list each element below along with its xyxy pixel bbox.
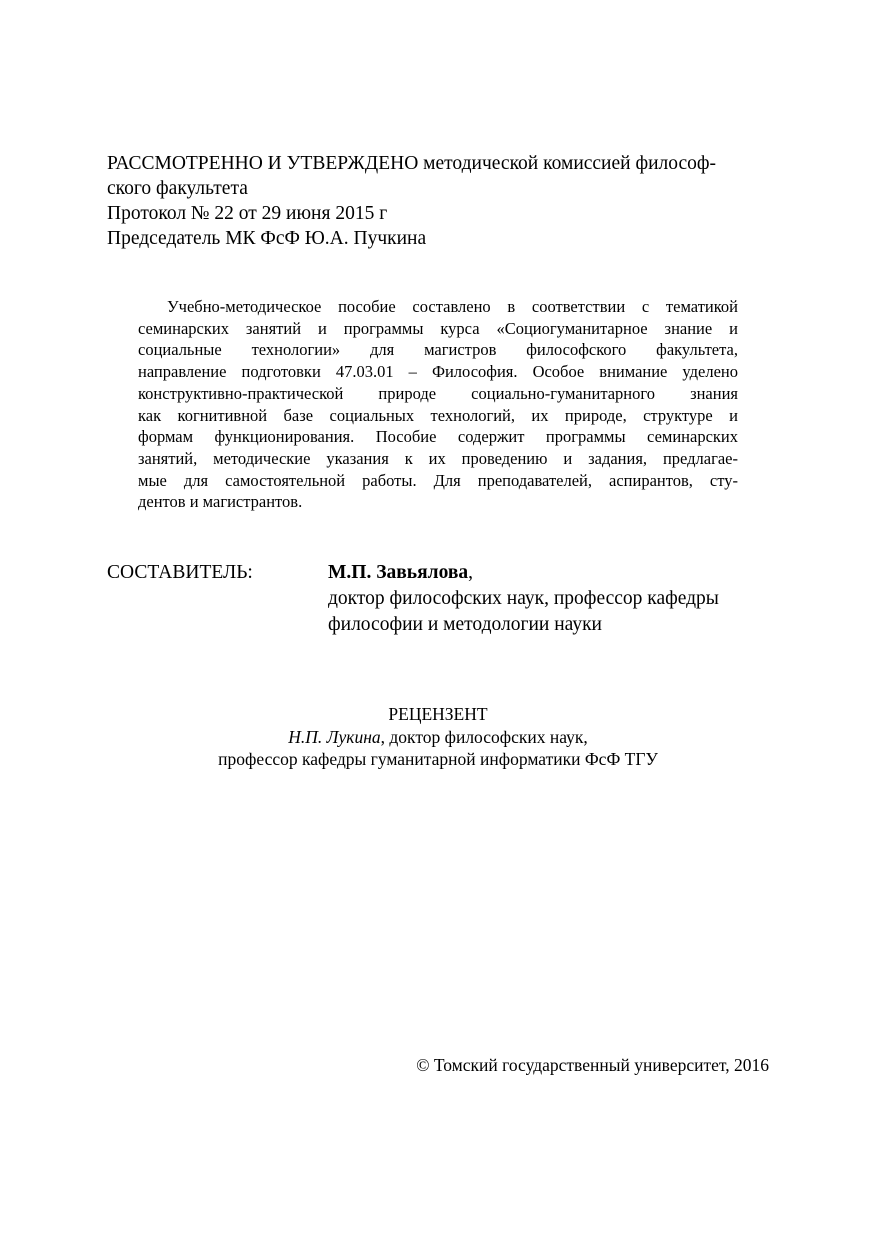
chairman-line: Председатель МК ФсФ Ю.А. Пучкина: [107, 228, 427, 249]
compiler-name-line: [328, 560, 719, 586]
annotation-paragraph: [138, 296, 738, 513]
reviewer-name-line: [107, 726, 769, 749]
approval-line-2: ского факультета: [107, 178, 248, 199]
compiler-title-line-1: доктор философских наук, профессор кафедры: [328, 588, 719, 609]
approval-block: [107, 151, 777, 251]
compiler-info: [328, 560, 719, 638]
annotation-line-4: направление подготовки 47.03.01 – Философия. Особое внимание уделено: [138, 362, 738, 382]
annotation-line-9: мые для самостоятельной работы. Для преподавателей, аспирантов, сту-: [138, 470, 738, 490]
reviewer-degree: , доктор философских наук,: [380, 726, 588, 747]
annotation-line-2: семинарских занятий и программы курса «Социогуманитарное знание и: [138, 318, 738, 338]
copyright-notice: © Томский государственный университет, 2016: [416, 1055, 769, 1075]
compiler-title-line-2: философии и методологии науки: [328, 614, 602, 635]
annotation-line-1: Учебно-методическое пособие составлено в соответствии с тематикой: [167, 297, 738, 316]
reviewer-block: [107, 703, 769, 771]
annotation-line-10: дентов и магистрантов.: [138, 492, 303, 512]
reviewer-heading: РЕЦЕНЗЕНТ: [388, 704, 488, 724]
compiler-name-suffix: ,: [468, 562, 473, 583]
annotation-line-7: формам функционирования. Пособие содержит программы семинарских: [138, 427, 738, 447]
protocol-line: Протокол № 22 от 29 июня 2015 г: [107, 203, 388, 224]
annotation-line-5: конструктивно-практической природе социально-гуманитарного знания: [138, 383, 738, 403]
annotation-line-3: социальные технологии» для магистров философского факультета,: [138, 340, 738, 360]
reviewer-title: профессор кафедры гуманитарной информатики ФсФ ТГУ: [218, 749, 658, 769]
reviewer-name: Н.П. Лукина: [288, 726, 381, 747]
compiler-label: СОСТАВИТЕЛЬ:: [107, 562, 253, 583]
compiler-name: М.П. Завьялова: [328, 562, 469, 583]
annotation-line-6: как когнитивной базе социальных технологий, их природе, структуре и: [138, 405, 738, 425]
approval-line-1: РАССМОТРЕННО И УТВЕРЖДЕНО методической комиссией философ-: [107, 153, 717, 174]
annotation-line-8: занятий, методические указания к их проведению и задания, предлагае-: [138, 448, 738, 468]
